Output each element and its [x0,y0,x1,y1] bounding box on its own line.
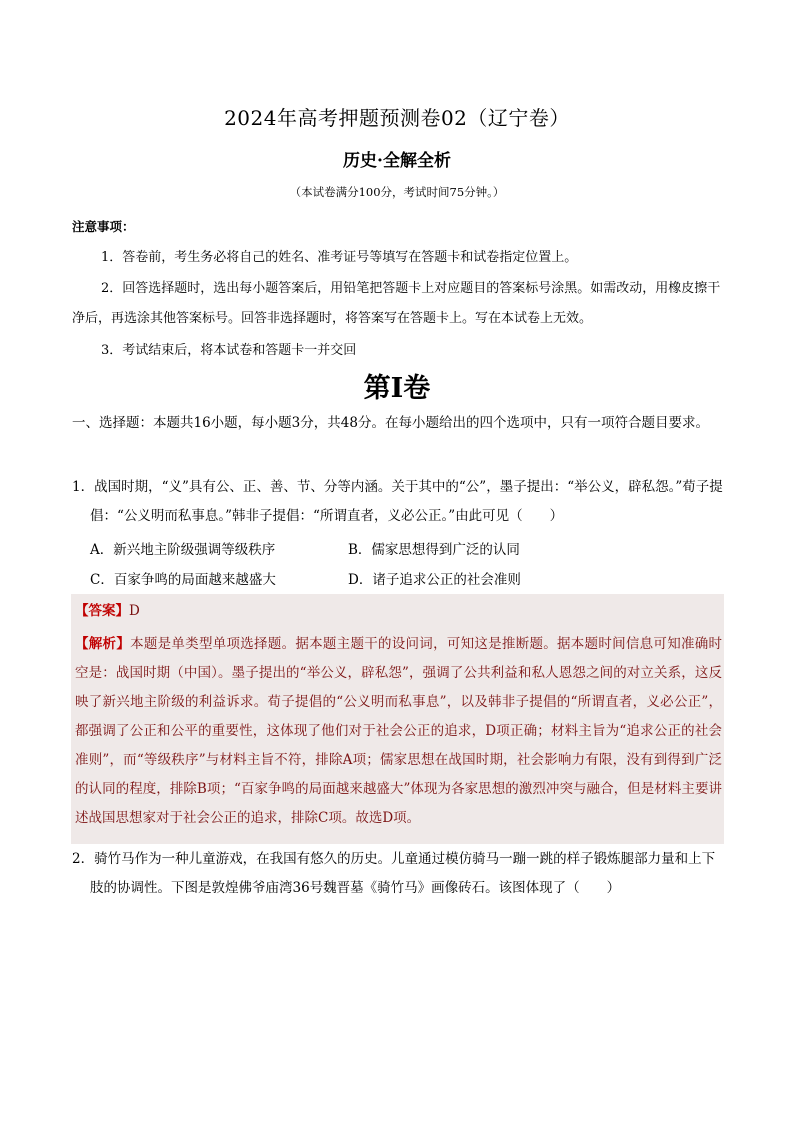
section-instruction: 一、选择题：本题共16小题，每小题3分，共48分。在每小题给出的四个选项中，只有一项符合题目要求。 [72,415,709,431]
notice-item: 1．答卷前，考生务必将自己的姓名、准考证号等填写在答题卡和试卷指定位置上。 [101,250,578,265]
notice-heading: 注意事项： [72,219,135,234]
notice-item: 2．回答选择题时，选出每小题答案后，用铅笔把答题卡上对应题目的答案标号涂黑。如需改动，用橡皮擦干净后，再选涂其他答案标号。回答非选择题时，将答案写在答题卡上。写在本试卷上无效。 [72,281,721,326]
analysis-tag: 【解析】 [75,636,131,652]
answer-value: D [129,603,140,619]
section-title: 第Ⅰ卷 [363,373,431,404]
exam-note: （本试卷满分100分，考试时间75分钟。） [289,185,505,199]
answer-line [75,599,140,619]
question-1-stem: 1．战国时期，“义”具有公、正、善、节、分等内涵。关于其中的“公”，墨子提出：“举公义，辟私怨。”荀子提倡：“公义明而私事息。”韩非子提倡：“所谓直者，义必公正。”由此可见（ ） [72,479,723,524]
question-1-option-c: C．百家争鸣的局面越来越盛大 [90,572,276,588]
question-1-option-d: D．诸子追求公正的社会准则 [348,572,521,588]
question-1-option-b: B．儒家思想得到广泛的认同 [348,542,520,558]
question-2-stem: 2．骑竹马作为一种儿童游戏，在我国有悠久的历史。儿童通过模仿骑马一蹦一跳的样子锻炼腿部力量和上下肢的协调性。下图是敦煌佛爷庙湾36号魏晋墓《骑竹马》画像砖石。该图体现了（ ） [72,851,716,896]
analysis-text [75,630,722,833]
question-1-option-a: A．新兴地主阶级强调等级秩序 [90,542,276,558]
answer-tag: 【答案】 [75,603,129,619]
exam-subtitle: 历史·全解全析 [343,151,451,171]
exam-title: 2024年高考押题预测卷02（辽宁卷） [224,106,570,130]
notice-item: 3．考试结束后，将本试卷和答题卡一并交回 [101,343,357,358]
analysis-body: 本题是单类型单项选择题。据本题主题干的设问词，可知这是推断题。据本题时间信息可知准确时空是：战国时期（中国）。墨子提出的“举公义，辟私怨”，强调了公共利益和私人恩怨之间的对立关系，这反映了新兴地主阶级的利益诉求。荀子提倡的“公义明而私事息”，以及韩非子提倡的“所谓直者，义必公正”，都强调了公正和公平的重要性，这体现了他们对于社会公正的追求，D项正确；材料主旨为“追求公正的社会准则”，而“等级秩序”与材料主旨不符，排除A项；儒家思想在战国时期，社会影响力有限，没有到得到广泛的认同的程度，排除B项；“百家争鸣的局面越来越盛大”体现为各家思想的激烈冲突与融合，但是材料主要讲述战国思想家对于社会公正的追求，排除C项。故选D项。 [75,636,723,826]
